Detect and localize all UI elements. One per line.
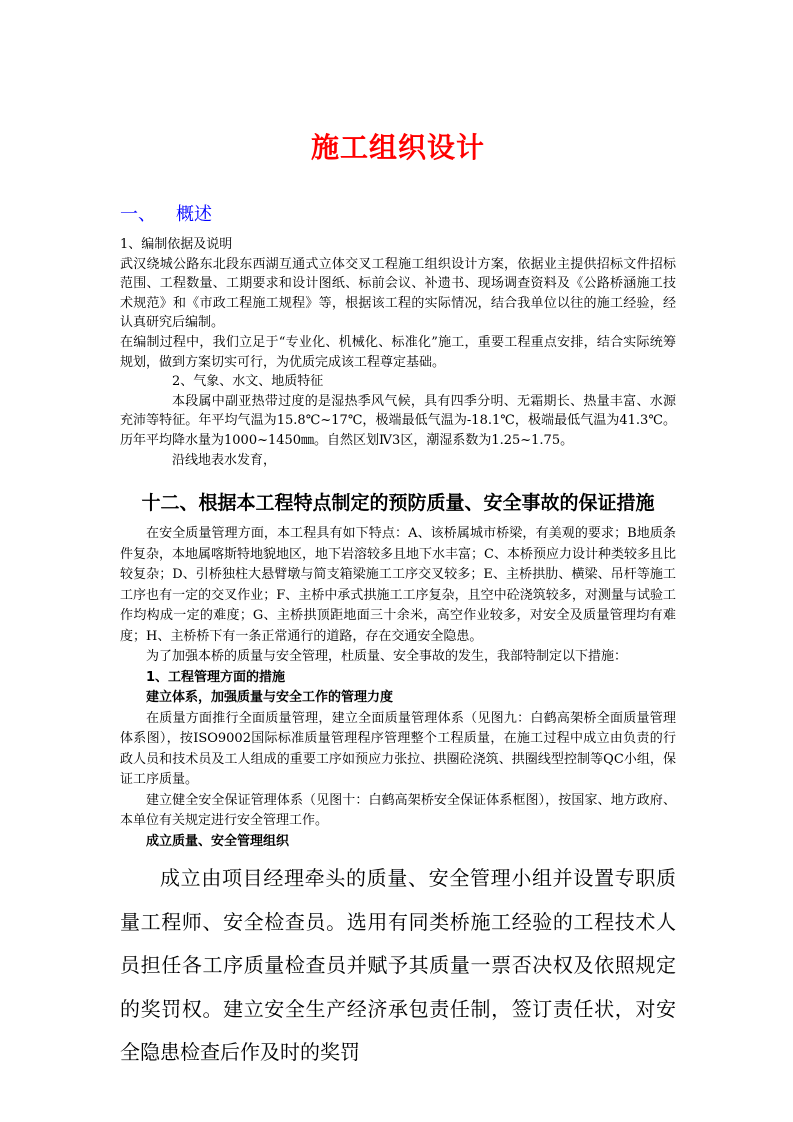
section-12-heading: 十二、根据本工程特点制定的预防质量、安全事故的保证措施 (141, 492, 655, 514)
paragraph-principle: 在编制过程中，我们立足于“专业化、机械化、标准化”施工，重要工程重点安排，结合实际统筹规划，做到方案切实可行，为优质完成该工程尊定基础。 (120, 334, 676, 370)
document-title: 施工组织设计 (310, 131, 485, 164)
section-12-body (120, 524, 676, 852)
paragraph-climate: 本段属中副亚热带过度的是湿热季风气候，具有四季分明、无霜期长、热量丰富、水源充沛等特征。年平均气温为15.8℃~17℃，极端最低气温为-18.1℃，极端最低气温为41.3℃。历年平均降水量为1000~1450㎜。自然区划Ⅳ3区，潮湿系数为1.25~1.75。 (120, 393, 676, 448)
subheading-basis: 1、编制依据及说明 (120, 237, 233, 252)
section-1-body (120, 235, 676, 470)
paragraph-organization: 成立由项目经理牵头的质量、安全管理小组并设置专职质量工程师、安全检查员。选用有同类桥施工经验的工程技术人员担任各工序质量检查员并赋予其质量一票否决权及依照规定的奖罚权。建立安全生产经济承包责任制，签订责任状，对安全隐患检查后作及时的奖罚 (120, 866, 676, 1064)
section-1-heading (120, 200, 212, 226)
paragraph-characteristics: 在安全质量管理方面，本工程具有如下特点：A、该桥属城市桥梁，有美观的要求；B地质条件复杂，本地属喀斯特地貌地区，地下岩溶较多且地下水丰富；C、本桥预应力设计种类较多且比较复杂；D、引桥独柱大悬臂墩与简支箱梁施工工序交叉较多；E、主桥拱肋、横梁、吊杆等施工工序也有一定的交叉作业；F、主桥中承式拱施工工序复杂，且空中砼浇筑较多，对测量与试验工作均构成一定的难度；G、主桥拱顶距地面三十余米，高空作业较多，对安全及质量管理均有难度；H、主桥桥下有一条正常通行的道路，存在交通安全隐患。 (120, 526, 676, 644)
subheading-climate: 2、气象、水文、地质特征 (172, 374, 324, 390)
subheading-management-measures: 1、工程管理方面的措施 (146, 669, 286, 685)
paragraph-measures-intro: 为了加强本桥的质量与安全管理，杜质量、安全事故的发生，我部特制定以下措施： (146, 649, 628, 664)
subheading-organization: 成立质量、安全管理组织 (146, 833, 290, 849)
section-1-title: 概述 (176, 204, 212, 225)
paragraph-surface-water: 沿线地表水发育， (172, 452, 277, 468)
paragraph-basis: 武汉绕城公路东北段东西湖互通式立体交叉工程施工组织设计方案，依据业主提供招标文件招标范围、工程数量、工期要求和设计图纸、标前会议、补遗书、现场调查资料及《公路桥涵施工技术规范》和《市政工程施工规程》等，根据该工程的实际情况，结合我单位以往的施工经验，经认真研究后编制。 (120, 256, 676, 331)
paragraph-quality-system: 在质量方面推行全面质量管理，建立全面质量管理体系（见图九：白鹤高架桥全面质量管理体系图），按ISO9002国际标准质量管理程序管理整个工程质量，在施工过程中成立由负责的行政人员和技术员及工人组成的重要工序如预应力张拉、拱圈砼浇筑、拱圈线型控制等QC小组，保证工序质量。 (120, 710, 676, 787)
paragraph-safety-system: 建立健全安全保证管理体系（见图十：白鹤高架桥安全保证体系框图），按国家、地方政府、本单位有关规定进行安全管理工作。 (120, 792, 676, 828)
subheading-establish-system: 建立体系，加强质量与安全工作的管理力度 (146, 690, 394, 705)
section-1-number: 一、 (120, 204, 156, 225)
